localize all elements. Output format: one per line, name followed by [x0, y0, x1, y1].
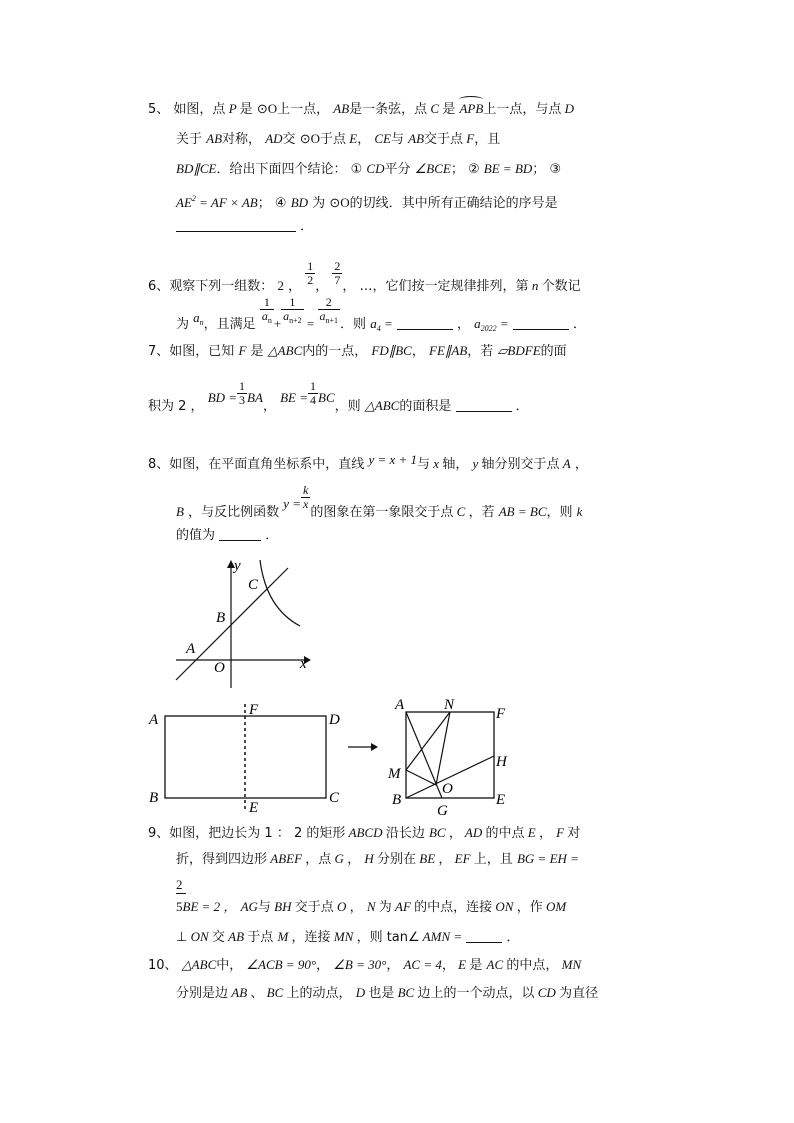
label-D: D — [329, 712, 340, 728]
label-B: B — [149, 790, 159, 806]
label-H: H — [496, 754, 507, 770]
q9-line4: 5BE = 2 ， AG与 BH 交于点 O ， N 为 AF 的中点，连接 ON ，作 OM — [176, 899, 567, 915]
q9-line1: 9、如图，把边长为 1 ： 2 的矩形 ABCD 沿长边 BC ， AD 的中点 E ， F 对 — [148, 825, 581, 841]
label-F: F — [496, 706, 506, 722]
q7-line1: 7、如图，已知 F 是 △ABC内的一点， FD∥BC， FE∥AB，若 ▱BDFE的面 — [148, 343, 567, 359]
hyperbola-curve — [260, 560, 300, 626]
q9-line5: ⊥ ON 交 AB 于点 M ，连接 MN ，则 tan∠ AMN = ． — [176, 929, 520, 945]
label-C: C — [248, 577, 259, 593]
label-N: N — [444, 697, 455, 713]
q6-frac-1-2: $\frac{1}{2}$ — [307, 259, 314, 287]
q10-line2: 分别是边 AB 、 BC 上的动点， D 也是 BC 边上的一个动点，以 CD 为直径 — [176, 985, 599, 1001]
q7-line2: 积为 2 ， BD = $\frac{1}{3}$ BA， BE = $\frac{1}{4}$ BC，则 △ABC的面积是 ． — [148, 379, 529, 414]
line-y-x-plus-1 — [176, 568, 288, 680]
q6-frac-2-7: $\frac{2}{7}$ — [334, 259, 341, 287]
q7-frac-1-3: $\frac{1}{3}$ — [239, 379, 246, 407]
q9-rectangle-figure — [146, 698, 356, 816]
q5-line3: BD∥CE．给出下面四个结论： ① CD平分 ∠BCE； ② BE = BD； ③ — [176, 161, 562, 177]
label-y: y — [234, 558, 241, 574]
q9-fraction-numerator: 2 — [176, 877, 183, 892]
q6-frac-1-an2: $\frac{1}{a_{n+2}}$ — [283, 295, 302, 325]
q5-answer-line: ． — [176, 218, 313, 236]
label-A: A — [149, 712, 159, 728]
label-E: E — [496, 792, 506, 808]
q6-frac-1-an: $\frac{1}{a_n}$ — [261, 295, 272, 325]
q8-frac-k-x: $\frac{k}{x}$ — [303, 483, 309, 511]
q10-line1: 10、 △ABC中， ∠ACB = 90°， ∠B = 30°， AC = 4， E 是 AC 的中点， MN — [148, 957, 582, 973]
q6-a4-blank[interactable] — [397, 317, 453, 330]
label-O: O — [442, 781, 453, 797]
q6-line1: 6、观察下列一组数： 2 ， $\frac{1}{2}$ ， $\frac{2}{7}$ ， …，它们按一定规律排列，第 n 个数记 — [148, 259, 581, 294]
q6-line2: 为 $a_n$，且满足 $\frac{1}{a_n}$ + $\frac{1}{a_{n+2}}$ = $\frac{2}{a_{n+1}}$ ．则 $a_4$ = ， $a_{2022}$ = ． — [176, 295, 586, 333]
label-B: B — [216, 610, 226, 626]
label-G: G — [437, 803, 448, 819]
q5-answer-blank[interactable] — [176, 219, 296, 232]
q9-folded-figure — [384, 694, 514, 820]
segment-AG — [406, 712, 442, 798]
q9-fraction-bar — [176, 893, 186, 894]
label-E: E — [249, 800, 259, 816]
label-C: C — [329, 790, 340, 806]
segment-ON — [436, 712, 450, 785]
q8-line1: 8、如图，在平面直角坐标系中，直线 y = x + 1与 x 轴， y 轴分别交于点 A ， — [148, 452, 588, 472]
label-A: A — [395, 697, 405, 713]
q7-frac-1-4: $\frac{1}{4}$ — [310, 379, 316, 407]
q5-line2: 关于 AB对称， AD交 ⊙O于点 E， CE与 AB交于点 F，且 — [176, 131, 501, 147]
label-M: M — [388, 766, 401, 782]
arrow-right-icon — [346, 741, 380, 753]
q9-line2: 折，得到四边形 ABEF ，点 G ， H 分别在 BE ， EF 上，且 BG = EH = — [176, 851, 579, 867]
q6-frac-2-an1: $\frac{2}{a_{n+1}}$ — [319, 295, 339, 325]
q8-line3: 的值为 ． — [176, 528, 279, 543]
segment-MN — [406, 712, 450, 770]
label-A: A — [186, 641, 196, 657]
q9-answer-blank[interactable] — [466, 930, 502, 943]
q8-coordinate-figure — [168, 552, 318, 692]
label-O: O — [214, 660, 225, 676]
q7-answer-blank[interactable] — [456, 399, 512, 412]
q5-line1: 5、 如图，点 P 是 ⊙O上一点， AB是一条弦，点 C 是 APB上一点，与点 D — [148, 101, 574, 117]
label-x: x — [300, 656, 307, 672]
label-F: F — [249, 702, 259, 718]
q5-line4: $AE^2$ = AF × AB； ④ BD 为 ⊙O的切线．其中所有正确结论的序号是 — [176, 194, 558, 211]
label-B: B — [392, 792, 402, 808]
q8-answer-blank[interactable] — [219, 528, 261, 541]
q6-a2022-blank[interactable] — [513, 317, 569, 330]
q8-line2: B ，与反比例函数 y = $\frac{k}{x}$ 的图象在第一象限交于点 C ，若 AB = BC，则 k — [176, 483, 583, 520]
